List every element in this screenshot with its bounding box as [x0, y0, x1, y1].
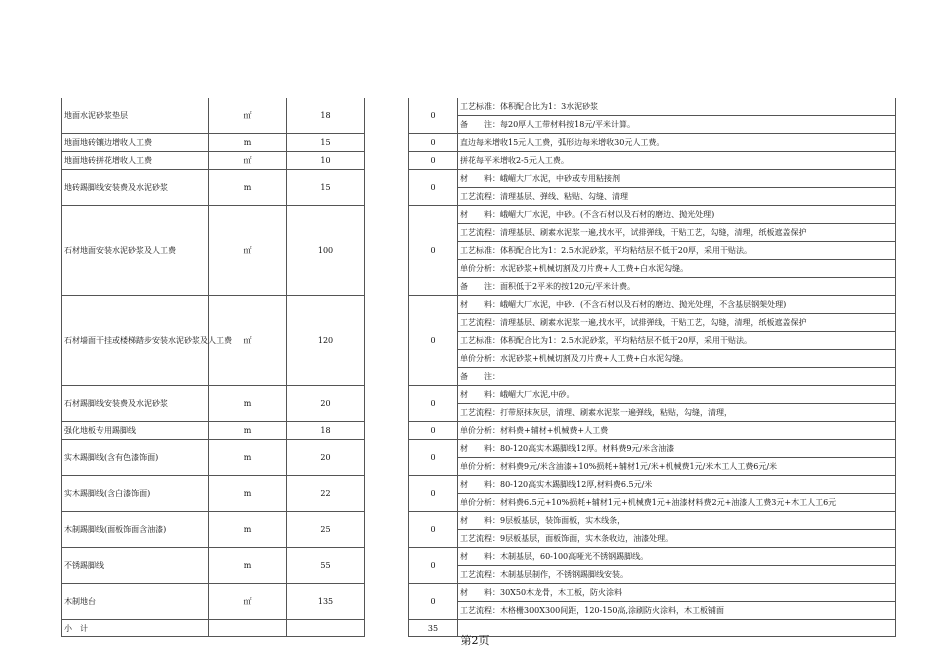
- desc-line: 工艺流程：木格栅300X300间距，120-150高,涂刷防火涂料，木工板铺面: [460, 606, 725, 615]
- item-total: 0: [409, 152, 458, 170]
- desc-line: 工艺流程：打带原抹灰层，清理、刷素水泥浆一遍弹线，粘贴，勾缝，清理，: [460, 408, 732, 417]
- desc-line: 直边每米增收15元人工费，弧形边每米增收30元人工费。: [460, 138, 665, 147]
- item-qty: 15: [287, 134, 365, 152]
- item-unit: m: [209, 386, 287, 422]
- item-qty: 100: [287, 206, 365, 296]
- spacer-cell: [365, 134, 409, 152]
- item-unit: ㎡: [209, 206, 287, 296]
- desc-line: 工艺流程：清理基层、刷素水泥浆一遍,找水平，试排弹线，干贴工艺，勾缝，清理，纸板遮盖保护: [458, 314, 895, 332]
- table-row: [62, 512, 896, 548]
- desc-line: 材 料：峨嵋大厂水泥，中砂。(不含石材以及石材的磨边、抛光处理): [458, 206, 895, 224]
- item-total: 0: [409, 98, 458, 134]
- item-name: 实木踢脚线(含白漆饰面): [62, 476, 209, 512]
- item-desc: [458, 440, 896, 476]
- desc-line: 工艺流程：清理基层、弹线、粘贴、勾缝、清理: [460, 192, 628, 201]
- item-desc: [458, 512, 896, 548]
- desc-line: 材 料：峨嵋大厂水泥，中砂或专用粘接剂: [458, 170, 895, 188]
- item-unit: m: [209, 440, 287, 476]
- item-unit: ㎡: [209, 296, 287, 386]
- spacer-cell: [365, 296, 409, 386]
- table-row: [62, 134, 896, 152]
- item-unit: m: [209, 170, 287, 206]
- spacer-cell: [365, 512, 409, 548]
- item-name: 地面地砖拼花增收人工费: [62, 152, 209, 170]
- item-total: 0: [409, 476, 458, 512]
- desc-line: 材 料：峨嵋大厂水泥，中砂．(不含石材以及石材的磨边、抛光处理，不含基层钢架处理): [458, 296, 895, 314]
- desc-line: 材 料：峨嵋大厂水泥,中砂。: [458, 386, 895, 404]
- spacer-cell: [365, 440, 409, 476]
- item-name: 地砖踢脚线安装费及水泥砂浆: [62, 170, 209, 206]
- page-number: 第2页: [460, 634, 490, 647]
- item-desc: [458, 584, 896, 620]
- item-name: 不锈踢脚线: [62, 548, 209, 584]
- desc-line: 材 料：80-120高实木踢脚线12厚,材料费6.5元/米: [458, 476, 895, 494]
- quote-sheet: [61, 98, 895, 637]
- item-unit: m: [209, 512, 287, 548]
- item-qty: 55: [287, 548, 365, 584]
- item-total: 0: [409, 170, 458, 206]
- item-name: 强化地板专用踢脚线: [62, 422, 209, 440]
- desc-line: 材 料：80-120高实木踢脚线12厚。材料费9元/米含油漆: [458, 440, 895, 458]
- subtotal-total: 35: [409, 620, 458, 637]
- item-qty: 20: [287, 440, 365, 476]
- spacer-cell: [365, 476, 409, 512]
- item-qty: 120: [287, 296, 365, 386]
- item-name: 石材地面安装水泥砂浆及人工费: [62, 206, 209, 296]
- item-qty: 15: [287, 170, 365, 206]
- item-desc: [458, 134, 896, 152]
- item-total: 0: [409, 206, 458, 296]
- item-desc: [458, 476, 896, 512]
- item-unit: ㎡: [209, 152, 287, 170]
- table-row: [62, 584, 896, 620]
- spacer-cell: [365, 206, 409, 296]
- item-desc: [458, 170, 896, 206]
- item-unit: m: [209, 422, 287, 440]
- item-total: 0: [409, 440, 458, 476]
- item-desc: [458, 548, 896, 584]
- item-qty: 20: [287, 386, 365, 422]
- item-name: 实木踢脚线(含有色漆饰面): [62, 440, 209, 476]
- subtotal-label: 小 计: [62, 620, 209, 637]
- desc-line: 材 料：9层板基层，装饰面板，实木线条，: [458, 512, 895, 530]
- item-desc: [458, 386, 896, 422]
- spacer-cell: [365, 422, 409, 440]
- item-total: 0: [409, 548, 458, 584]
- item-qty: 18: [287, 422, 365, 440]
- desc-line: 单价分析：材料费9元/米含油漆+10%损耗+辅材1元/米+机械费1元/米木工人工费6元/米: [460, 462, 778, 471]
- item-total: 0: [409, 386, 458, 422]
- table-row: [62, 422, 896, 440]
- desc-line: 工艺流程：9层板基层，面板饰面，实木条收边，油漆处理。: [460, 534, 674, 543]
- quote-table: [61, 98, 896, 637]
- item-total: 0: [409, 422, 458, 440]
- item-qty: 18: [287, 98, 365, 134]
- item-qty: 25: [287, 512, 365, 548]
- desc-line: 备 注：每20厚人工带材料按18元/平米计算。: [460, 120, 636, 129]
- item-name: 地面地砖镶边增收人工费: [62, 134, 209, 152]
- table-row: [62, 206, 896, 296]
- item-desc: [458, 206, 896, 296]
- desc-line: 工艺流程：清理基层、刷素水泥浆一遍,找水平，试排弹线，干贴工艺，勾缝，清理，纸板遮盖保护: [458, 224, 895, 242]
- desc-line: 单价分析：水泥砂浆+机械切割及刀片费+人工费+白水泥勾缝。: [458, 350, 895, 368]
- item-unit: ㎡: [209, 584, 287, 620]
- desc-line: 材 料：木制基层，60-100高哑光不锈钢踢脚线。: [458, 548, 895, 566]
- item-qty: 22: [287, 476, 365, 512]
- spacer-cell: [365, 548, 409, 584]
- item-desc: [458, 98, 896, 134]
- desc-line: 材 料：30X50木龙骨，木工板，防火涂料: [458, 584, 895, 602]
- item-desc: [458, 152, 896, 170]
- table-row: [62, 440, 896, 476]
- spacer-cell: [365, 152, 409, 170]
- item-total: 0: [409, 512, 458, 548]
- desc-line: 工艺标准：体积配合比为1：3水泥砂浆: [458, 98, 895, 116]
- desc-line: 单价分析：材料费6.5元+10%损耗+辅材1元+机械费1元+油漆材料费2元+油漆人工费3元+木工人工6元: [460, 498, 837, 507]
- table-row: [62, 152, 896, 170]
- desc-line: 拼花每平米增收2-5元人工费。: [460, 156, 569, 165]
- spacer-cell: [365, 170, 409, 206]
- spacer-cell: [365, 98, 409, 134]
- desc-line: 工艺标准：体积配合比为1：2.5水泥砂浆，平均粘结层不低于20厚，采用干贴法。: [458, 242, 895, 260]
- desc-line: 备 注：面积低于2平米的按120元/平米计费。: [460, 282, 636, 291]
- item-qty: 10: [287, 152, 365, 170]
- item-total: 0: [409, 134, 458, 152]
- item-name: 地面水泥砂浆垫层: [62, 98, 209, 134]
- table-row: [62, 548, 896, 584]
- item-total: 0: [409, 584, 458, 620]
- table-row: [62, 386, 896, 422]
- item-name: 木制地台: [62, 584, 209, 620]
- item-name: 石材墙面干挂或楼梯踏步安装水泥砂浆及人工费: [62, 296, 209, 386]
- desc-line: 工艺标准：体积配合比为1：2.5水泥砂浆，平均粘结层不低于20厚，采用干贴法。: [458, 332, 895, 350]
- item-name: 石材踢脚线安装费及水泥砂浆: [62, 386, 209, 422]
- spacer-cell: [365, 386, 409, 422]
- item-desc: [458, 296, 896, 386]
- desc-line: 工艺流程：木制基层制作，不锈钢踢脚线安装。: [460, 570, 628, 579]
- table-row: [62, 296, 896, 386]
- item-total: 0: [409, 296, 458, 386]
- item-unit: ㎡: [209, 98, 287, 134]
- table-row: [62, 476, 896, 512]
- item-unit: m: [209, 134, 287, 152]
- desc-line: 单价分析：水泥砂浆+机械切割及刀片费+人工费+白水泥勾缝。: [458, 260, 895, 278]
- item-unit: m: [209, 476, 287, 512]
- item-desc: [458, 422, 896, 440]
- desc-line: 单价分析：材料费+辅材+机械费+人工费: [460, 426, 609, 435]
- item-qty: 135: [287, 584, 365, 620]
- desc-line: 备 注：: [460, 372, 500, 381]
- spacer-cell: [365, 584, 409, 620]
- table-row: [62, 170, 896, 206]
- item-name: 木制踢脚线(面板饰面含油漆): [62, 512, 209, 548]
- item-unit: m: [209, 548, 287, 584]
- table-row: [62, 98, 896, 134]
